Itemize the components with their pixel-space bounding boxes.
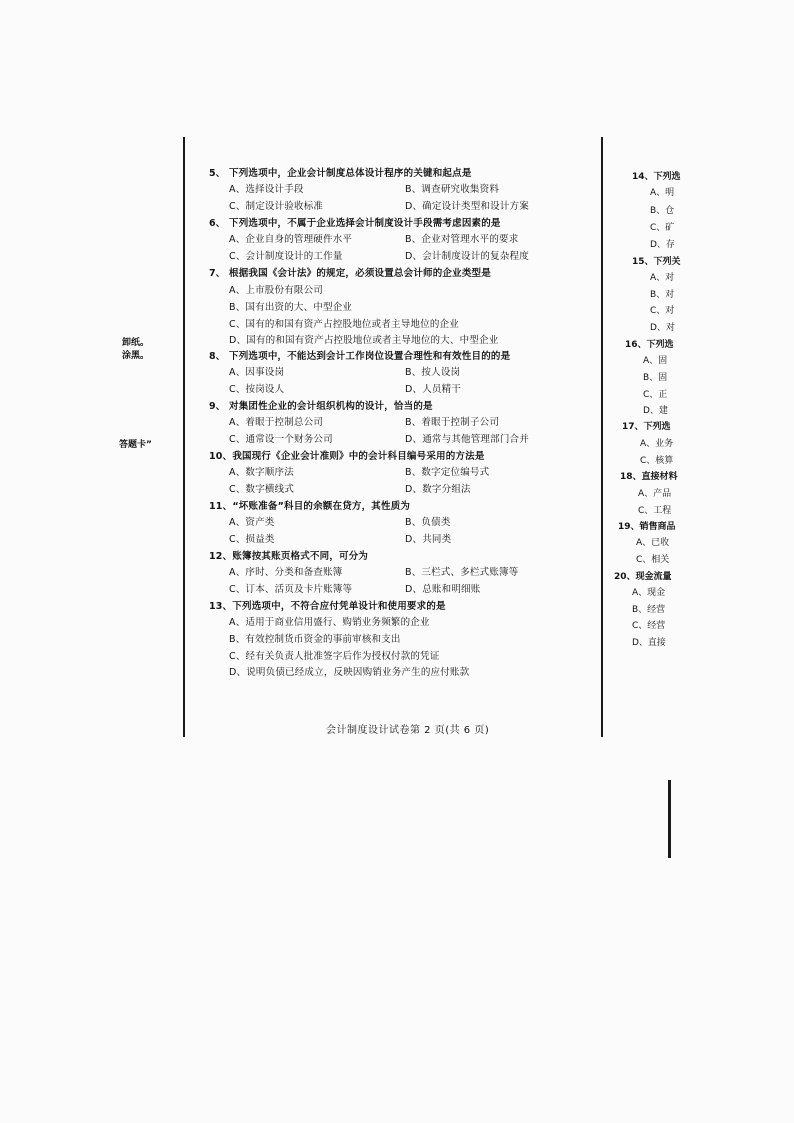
option: A、企业自身的管理硬件水平 (229, 234, 353, 245)
right-fragment: C、对 (650, 306, 675, 316)
right-fragment: 14、下列选 (632, 172, 681, 182)
option: C、订本、活页及卡片账簿等 (229, 584, 353, 595)
right-fragment: D、建 (643, 406, 668, 416)
right-fragment: 18、直接材料 (620, 472, 678, 482)
right-fragment: C、核算 (640, 456, 674, 466)
option: A、上市股份有限公司 (229, 285, 323, 296)
question-stem: 11、“坏账准备”科目的余额在贷方，其性质为 (209, 501, 411, 512)
option: A、因事设岗 (229, 367, 285, 378)
question-stem: 7、 根据我国《会计法》的规定，必须设置总会计师的企业类型是 (209, 268, 491, 279)
question-stem: 6、 下列选项中，不属于企业选择会计制度设计手段需考虑因素的是 (209, 218, 501, 229)
option: D、会计制度设计的复杂程度 (405, 251, 529, 262)
right-page-border (601, 137, 603, 737)
option: D、数字分组法 (405, 484, 471, 495)
option: A、着眼于控制总公司 (229, 417, 323, 428)
option: A、适用于商业信用盛行、购销业务频繁的企业 (229, 617, 430, 628)
right-fragment: B、固 (643, 373, 668, 383)
right-fragment: A、已收 (636, 538, 670, 548)
right-fragment: 20、现金流量 (614, 572, 672, 582)
option: C、制定设计验收标准 (229, 201, 324, 212)
option: B、三栏式、多栏式账簿等 (405, 567, 519, 578)
option: C、国有的和国有资产占控股地位或者主导地位的企业 (229, 319, 459, 330)
option: A、数字顺序法 (229, 467, 294, 478)
question-stem: 13、下列选项中，不符合应付凭单设计和使用要求的是 (209, 601, 446, 612)
option: D、说明负债已经成立，反映因购销业务产生的应付账款 (229, 667, 470, 678)
option: B、按人设岗 (405, 367, 461, 378)
left-page-border (183, 137, 185, 737)
question-stem: 5、 下列选项中，企业会计制度总体设计程序的关键和起点是 (209, 168, 472, 179)
option: C、通常设一个财务公司 (229, 434, 333, 445)
option: B、数字定位编号式 (405, 467, 490, 478)
option: C、经有关负责人批准签字后作为授权付款的凭证 (229, 651, 440, 662)
right-fragment: A、明 (650, 188, 675, 198)
option: C、损益类 (229, 534, 275, 545)
right-fragment: 19、销售商品 (618, 522, 676, 532)
left-margin-fragment: 涂黑。 (122, 351, 150, 361)
option: B、着眼于控制子公司 (405, 417, 500, 428)
left-margin-fragment: 卸纸。 (122, 338, 150, 348)
option: B、国有出资的大、中型企业 (229, 302, 353, 313)
option: D、确定设计类型和设计方案 (405, 201, 529, 212)
option: B、负债类 (405, 517, 451, 528)
option: A、资产类 (229, 517, 275, 528)
right-fragment: 17、下列选 (622, 422, 671, 432)
option: C、会计制度设计的工作量 (229, 251, 343, 262)
option: B、调查研究收集资料 (405, 184, 500, 195)
right-fragment: A、对 (650, 273, 675, 283)
right-fragment: A、产品 (638, 489, 672, 499)
question-stem: 8、 下列选项中，不能达到会计工作岗位设置合理性和有效性目的的是 (209, 351, 511, 362)
right-fragment: D、存 (650, 240, 675, 250)
option: A、选择设计手段 (229, 184, 304, 195)
right-fragment: C、工程 (638, 506, 672, 516)
right-fragment: D、对 (650, 323, 675, 333)
right-fragment: 15、下列关 (632, 257, 681, 267)
right-fragment: D、直接 (632, 638, 666, 648)
right-fragment: C、正 (643, 390, 668, 400)
question-stem: 10、我国现行《企业会计准则》中的会计科目编号采用的方法是 (209, 451, 485, 462)
option: A、序时、分类和备查账簿 (229, 567, 343, 578)
option: C、按岗设人 (229, 384, 285, 395)
right-fragment: C、矿 (650, 223, 675, 233)
option: D、总账和明细账 (405, 584, 481, 595)
option: D、国有的和国有资产占控股地位或者主导地位的大、中型企业 (229, 335, 499, 346)
question-stem: 12、账簿按其账页格式不同，可分为 (209, 551, 369, 562)
option: B、企业对管理水平的要求 (405, 234, 519, 245)
right-fragment: B、经营 (632, 605, 666, 615)
option: D、人员精干 (405, 384, 462, 395)
page-footer: 会计制度设计试卷第 2 页(共 6 页) (326, 725, 490, 736)
question-stem: 9、 对集团性企业的会计组织机构的设计，恰当的是 (209, 401, 433, 412)
left-margin-fragment: 答题卡” (119, 440, 152, 450)
option: B、有效控制货币资金的事前审核和支出 (229, 634, 401, 645)
right-fragment: C、相关 (636, 555, 670, 565)
option: D、共同类 (405, 534, 452, 545)
option: C、数字横线式 (229, 484, 295, 495)
right-fragment: C、经营 (632, 621, 666, 631)
right-fragment: A、业务 (640, 439, 674, 449)
option: D、通常与其他管理部门合并 (405, 434, 529, 445)
scan-edge-mark (668, 780, 671, 858)
right-fragment: B、仓 (650, 206, 675, 216)
right-fragment: A、现金 (632, 588, 666, 598)
right-fragment: 16、下列选 (625, 340, 674, 350)
right-fragment: B、对 (650, 290, 675, 300)
right-fragment: A、固 (643, 356, 668, 366)
